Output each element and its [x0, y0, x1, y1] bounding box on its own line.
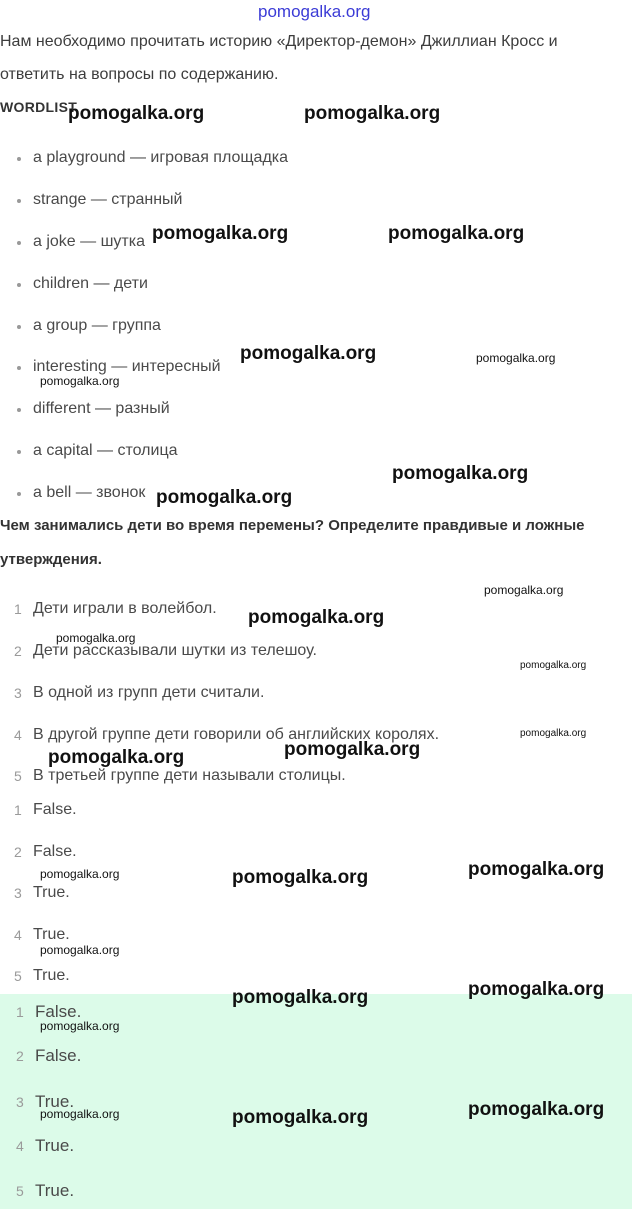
statement-text: В другой группе дети говорили об английских королях.	[33, 726, 440, 743]
bullet-icon	[17, 366, 21, 370]
watermark: pomogalka.org	[40, 1019, 120, 1033]
bullet-icon	[17, 408, 21, 412]
wordlist-item: children — дети	[33, 275, 148, 292]
watermark: pomogalka.org	[40, 943, 120, 957]
watermark: pomogalka.org	[520, 660, 587, 671]
statement-number: 3	[14, 685, 22, 701]
watermark: pomogalka.org	[388, 223, 525, 244]
highlighted-answer-number: 3	[16, 1094, 24, 1110]
watermark: pomogalka.org	[40, 867, 120, 881]
watermark: pomogalka.org	[392, 463, 529, 484]
statement-number: 2	[14, 643, 22, 659]
watermark: pomogalka.org	[468, 1099, 605, 1120]
intro-line-1: Нам необходимо прочитать историю «Директор-демон» Джиллиан Кросс и	[0, 33, 558, 50]
highlighted-answer-number: 2	[16, 1048, 24, 1064]
watermark: pomogalka.org	[520, 728, 587, 739]
wordlist-item: a playground — игровая площадка	[33, 149, 289, 166]
watermark: pomogalka.org	[40, 374, 120, 388]
answer-number: 4	[14, 927, 22, 943]
watermark: pomogalka.org	[232, 867, 369, 888]
watermark: pomogalka.org	[232, 987, 369, 1008]
statement-number: 1	[14, 601, 22, 617]
wordlist-item: a joke — шутка	[33, 233, 145, 250]
answer-text: True.	[33, 884, 70, 901]
statement-number: 4	[14, 727, 22, 743]
wordlist-title: WORDLIST	[0, 99, 78, 115]
bullet-icon	[17, 450, 21, 454]
bullet-icon	[17, 157, 21, 161]
wordlist-item: interesting — интересный	[33, 358, 221, 375]
watermark: pomogalka.org	[40, 1107, 120, 1121]
bullet-icon	[17, 325, 21, 329]
highlighted-answer-text: False.	[35, 1046, 82, 1065]
wordlist-item: a capital — столица	[33, 442, 178, 459]
answer-text: True.	[33, 926, 70, 943]
bullet-icon	[17, 199, 21, 203]
intro-line-2: ответить на вопросы по содержанию.	[0, 66, 279, 83]
watermark: pomogalka.org	[468, 859, 605, 880]
bullet-icon	[17, 283, 21, 287]
watermark: pomogalka.org	[484, 583, 564, 597]
watermark: pomogalka.org	[68, 103, 205, 124]
wordlist-item: a group — группа	[33, 317, 161, 334]
statement-number: 5	[14, 768, 22, 784]
answer-text: False.	[33, 801, 77, 818]
highlighted-answer-text: True.	[35, 1092, 75, 1111]
statement-text: Дети играли в волейбол.	[33, 600, 217, 617]
highlighted-answer-number: 4	[16, 1138, 24, 1154]
statement-text: Дети рассказывали шутки из телешоу.	[33, 642, 317, 659]
watermark: pomogalka.org	[48, 747, 185, 768]
highlighted-answer-text: False.	[35, 1002, 82, 1021]
watermark: pomogalka.org	[248, 607, 385, 628]
statement-text: В третьей группе дети называли столицы.	[33, 767, 346, 784]
answer-number: 2	[14, 844, 22, 860]
highlighted-answer-number: 1	[16, 1004, 24, 1020]
site-header[interactable]: pomogalka.org	[258, 2, 371, 21]
question-line-1: Чем занимались дети во время перемены? Определите правдивые и ложные	[0, 517, 585, 534]
wordlist-item: strange — странный	[33, 191, 183, 208]
watermark: pomogalka.org	[240, 343, 377, 364]
answer-number: 1	[14, 802, 22, 818]
answer-text: False.	[33, 843, 77, 860]
wordlist-item: different — разный	[33, 400, 170, 417]
watermark: pomogalka.org	[468, 979, 605, 1000]
answer-number: 5	[14, 968, 22, 984]
wordlist-item: a bell — звонок	[33, 484, 146, 501]
highlighted-answer-number: 5	[16, 1183, 24, 1199]
watermark: pomogalka.org	[284, 739, 421, 760]
watermark: pomogalka.org	[56, 631, 136, 645]
highlighted-answer-text: True.	[35, 1181, 75, 1200]
watermark: pomogalka.org	[476, 351, 556, 365]
statement-text: В одной из групп дети считали.	[33, 684, 265, 701]
highlighted-answer-text: True.	[35, 1136, 75, 1155]
watermark: pomogalka.org	[304, 103, 441, 124]
watermark: pomogalka.org	[152, 223, 289, 244]
watermark: pomogalka.org	[232, 1107, 369, 1128]
bullet-icon	[17, 492, 21, 496]
bullet-icon	[17, 241, 21, 245]
question-line-2: утверждения.	[0, 551, 102, 568]
watermark: pomogalka.org	[156, 487, 293, 508]
answer-number: 3	[14, 885, 22, 901]
answer-text: True.	[33, 967, 70, 984]
